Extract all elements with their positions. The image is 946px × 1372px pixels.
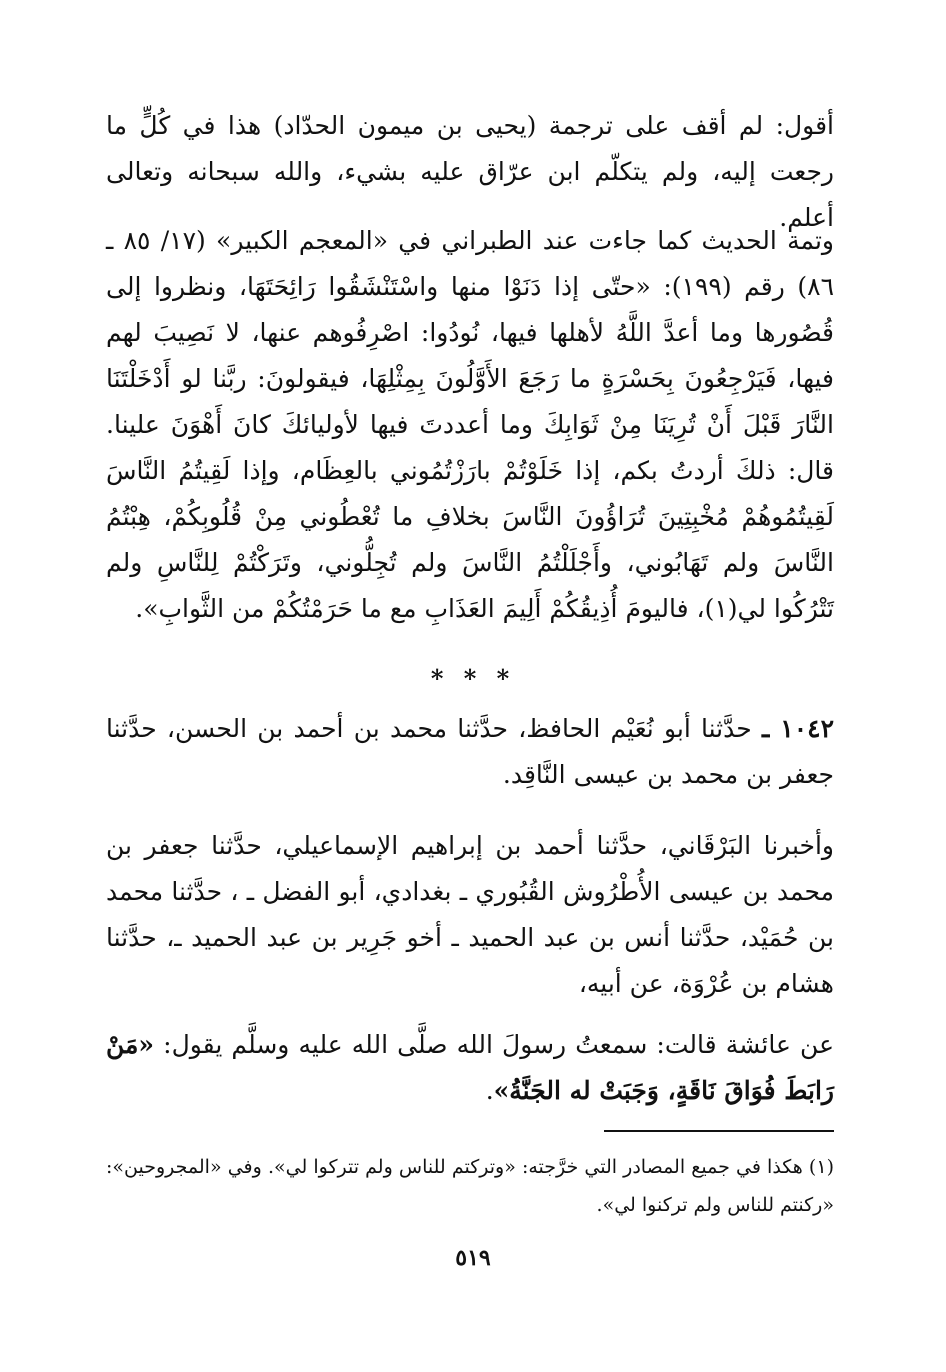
paragraph-text: وتمة الحديث كما جاءت عند الطبراني في «المعجم الكبير» (١٧/ ٨٥ ـ ٨٦) رقم (١٩٩): «حتّى إذا دَنَوْا منها واسْتَنْشَقُوا رَائِحَتَهَا، ونظروا إلى قُصُورها وما أعدَّ اللَّهُ لأهلها فيها، نُودُوا: اصْرِفُوهم عنها، لا نَصِيبَ لهم فيها، فَيَرْجِعُونَ بِحَسْرَةٍ ما رَجَعَ الأَوَّلُونَ بِمِثْلِهَا، فيقولونَ: ربَّنا لو أَدْخَلْتَنَا النَّارَ قَبْلَ أَنْ تُرِيَنَا مِنْ ثَوَابِكَ وما أعددتَ فيها لأوليائكَ كانَ أَهْوَنَ علينا. قال: ذلكَ أردتُ بكم، إذا خَلَوْتُمْ بارَزْتُمُوني بالعِظَام، وإذا لَقِيتُمُ النَّاسَ لَقِيتُمُوهُمْ مُخْبِتِينَ تُرَاؤُونَ النَّاسَ بخلافِ ما تُعْطُوني مِنْ قُلُوبِكُمْ، هِبْتُمُ النَّاسَ ولم تَهَابُوني، وأَجْلَلْتُمُ النَّاسَ ولم تُجِلُّوني، وتَرَكْتُمْ لِلنَّاسِ ولم تَتْرُكُوا لي(١)، فاليومَ أُذِيقُكُمْ أَلِيمَ العَذَابِ مع ما حَرَمْتُكُمْ من الثَّوابِ». [106, 226, 835, 623]
paragraph-text: عن عائشة قالت: سمعتُ رسولَ الله صلَّى الله عليه وسلَّم يقول: [154, 1030, 834, 1059]
hadith-quote: «مَنْ رَابَطَ فُوَاقَ نَاقَةٍ، وَجَبَتْ له الجَنَّةُ» [106, 1030, 834, 1105]
paragraph-body [106, 1022, 834, 1114]
paragraph-body [106, 706, 834, 798]
paragraph-text: حدَّثنا أبو نُعَيْم الحافظ، حدَّثنا محمد بن أحمد بن الحسن، حدَّثنا جعفر بن محمد بن عيسى النَّاقِد. [106, 714, 834, 789]
footnote-divider [604, 1130, 834, 1132]
paragraph-text: وأخبرنا البَرْقَاني، حدَّثنا أحمد بن إبراهيم الإسماعيلي، حدَّثنا جعفر بن محمد بن عيسى الأُطْرُوش القُبُوري ـ بغدادي، أبو الفضل ـ ، حدَّثنا محمد بن حُمَيْد، حدَّثنا أنس بن عبد الحميد ـ أخو جَرِير بن عبد الحميد ـ، حدَّثنا هشام بن عُرْوَة، عن أبيه، [106, 831, 834, 998]
footnote-1: (١) هكذا في جميع المصادر التي خرَّجته: «وتركتم للناس ولم تتركوا لي». وفي «المجروحين»: «ركنتم للناس ولم تركنوا لي». [106, 1156, 834, 1216]
hadith-number: ١٠٤٢ ـ [761, 714, 835, 743]
paragraph-end: . [485, 1076, 494, 1105]
footnotes-section [106, 1148, 834, 1224]
hadith-isnad-paragraph [106, 706, 834, 798]
paragraph-text: أقول: لم أقف على ترجمة (يحيى بن ميمون الحدّاد) هذا في كُلٍّ ما رجعت إليه، ولم يتكلّم ابن عرّاق عليه بشيء، والله سبحانه وتعالى أعلم. [106, 111, 834, 232]
hadith-matn-paragraph [106, 1022, 834, 1114]
hadith-completion-paragraph [106, 218, 834, 632]
section-separator: * * * [430, 664, 516, 693]
page-number: ٥١٩ [455, 1245, 491, 1271]
second-isnad-paragraph [106, 823, 834, 1007]
